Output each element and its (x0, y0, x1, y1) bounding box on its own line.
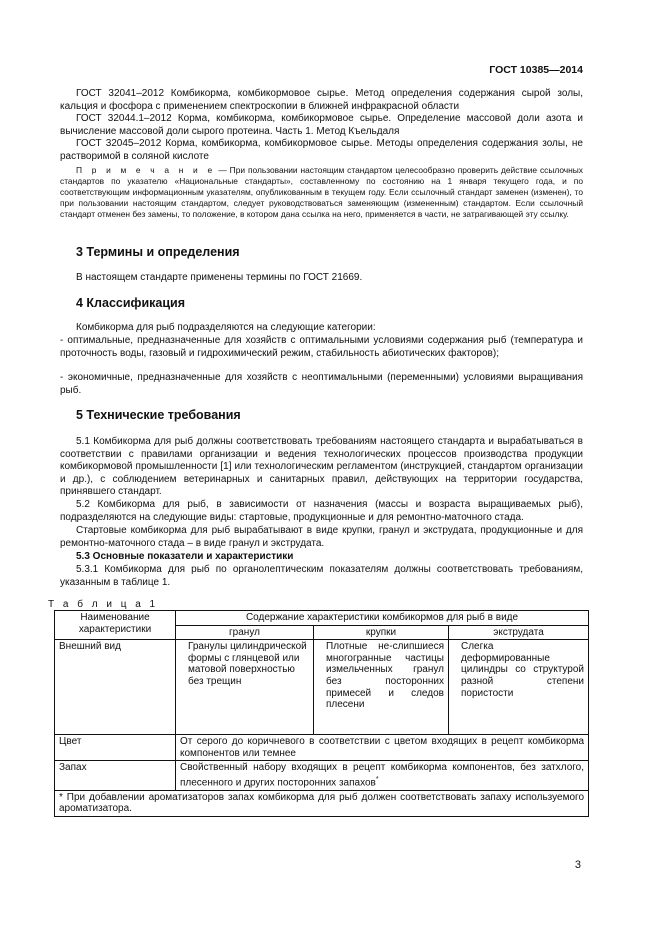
clause-5-3-1: 5.3.1 Комбикорма для рыб по органолептическим показателям должны соответствовать требованиям, указанным в таблице 1. (60, 564, 583, 588)
row-smell-label: Запах (55, 761, 176, 791)
section-3-title: 3 Термины и определения (76, 245, 240, 259)
table-row (55, 761, 589, 791)
row-appearance-label: Внешний вид (55, 640, 176, 735)
col-krupka-header: крупки (314, 625, 449, 640)
section-4-item-optimal: - оптимальные, предназначенные для хозяйств с оптимальными условиями содержания рыб (температура и проточность воды, газовый и гидрохимический режим, стабильность абиотических факторов); (60, 335, 583, 359)
clause-5-1: 5.1 Комбикорма для рыб должны соответствовать требованиям настоящего стандарта и вырабатываться в соответствии с правилами организации и ведения технологических процессов производства продукции комбикормовой промышленности [1] или технологическим регламентом (инструкцией, стандартом организации и др.), с соблюдением ветеринарных и санитарных правил, действующих на территории государства, принявшего стандарт. (60, 436, 583, 497)
cell-appearance-krupka: Плотные не-слипшиеся многогранные частицы измельченных гранул без посторонних примесей и следов плесени (314, 640, 449, 735)
document-id: ГОСТ 10385—2014 (489, 64, 583, 76)
table-caption: Т а б л и ц а 1 (48, 599, 159, 610)
cell-smell-text: Свойственный набору входящих в рецепт комбикорма компонентов, без затхлого, плесенного и других посторонних запахов (180, 762, 585, 789)
section-4-title: 4 Классификация (76, 296, 186, 310)
section-4-intro: Комбикорма для рыб подразделяются на следующие категории: (76, 322, 376, 333)
table-header-row (55, 611, 589, 626)
table-footnote: * При добавлении ароматизаторов запах комбикорма для рыб должен соответствовать запаху используемого ароматизатора. (55, 790, 589, 816)
col-granules-header: гранул (176, 625, 314, 640)
note-label: П р и м е ч а н и е (76, 165, 216, 175)
row-color-label: Цвет (55, 735, 176, 761)
clause-5-2: 5.2 Комбикорма для рыб, в зависимости от назначения (массы и возраста выращиваемых рыб), подразделяются на следующие виды: стартовые, продукционные и для ремонтно-маточного стада. (60, 499, 583, 523)
col-group-header: Содержание характеристики комбикормов для рыб в виде (176, 611, 589, 626)
col-extrudate-header: экструдата (449, 625, 589, 640)
cell-appearance-extrudate: Слегка деформированные цилиндры со структурой разной степени пористости (449, 640, 589, 735)
characteristics-table (54, 610, 589, 817)
note-text: — При пользовании настоящим стандартом целесообразно проверить действие ссылочных стандартов по указателю «Национальные стандарты», составленному по состоянию на 1 января текущего года, и по соответствующим информационным указателям, опубликованным в текущем году. Если ссылочный стандарт заменен (изменен), то при пользовании настоящим стандартом, следует руководствоваться заменяющим (измененным) стандартом. Если ссылочный стандарт отменен без замены, то положение, в котором дана ссылка на него, применяется в части, не затрагивающей эту ссылку. (60, 165, 583, 219)
page-number: 3 (574, 859, 581, 871)
reference-gost-32045: ГОСТ 32045–2012 Корма, комбикорма, комбикормовое сырье. Методы определения содержания золы, не растворимой в соляной кислоте (60, 138, 583, 162)
table-footnote-row (55, 790, 589, 816)
clause-5-2-cont: Стартовые комбикорма для рыб вырабатывают в виде крупки, гранул и экструдата, продукционные и для ремонтно-маточного стада – в виде гранул и экструдата. (60, 525, 583, 549)
cell-smell (176, 761, 589, 791)
footnote-mark: * (375, 775, 379, 783)
table-row (55, 735, 589, 761)
clause-5-3-title: 5.3 Основные показатели и характеристики (76, 551, 294, 562)
reference-gost-32044: ГОСТ 32044.1–2012 Корма, комбикорма, комбикормовое сырье. Определение массовой доли азота и вычисление массовой доли сырого протеина. Часть 1. Метод Къельдаля (60, 113, 583, 137)
table-row (55, 640, 589, 735)
col-characteristic-header: Наименование характеристики (55, 611, 176, 640)
section-5-title: 5 Технические требования (76, 408, 241, 422)
section-3-text: В настоящем стандарте применены термины по ГОСТ 21669. (76, 272, 363, 283)
note-paragraph (60, 165, 583, 220)
reference-gost-32041: ГОСТ 32041–2012 Комбикорма, комбикормовое сырье. Метод определения содержания сырой золы, кальция и фосфора с применением спектроскопии в ближней инфракрасной области (60, 88, 583, 112)
section-4-item-economic: - экономичные, предназначенные для хозяйств с неоптимальными (переменными) условиями выращивания рыб. (60, 372, 583, 396)
cell-color-text: От серого до коричневого в соответствии с цветом входящих в рецепт комбикорма компонентов или темнее (176, 735, 589, 761)
cell-appearance-granules: Гранулы цилиндрической формы с глянцевой или матовой поверхностью без трещин (176, 640, 314, 735)
